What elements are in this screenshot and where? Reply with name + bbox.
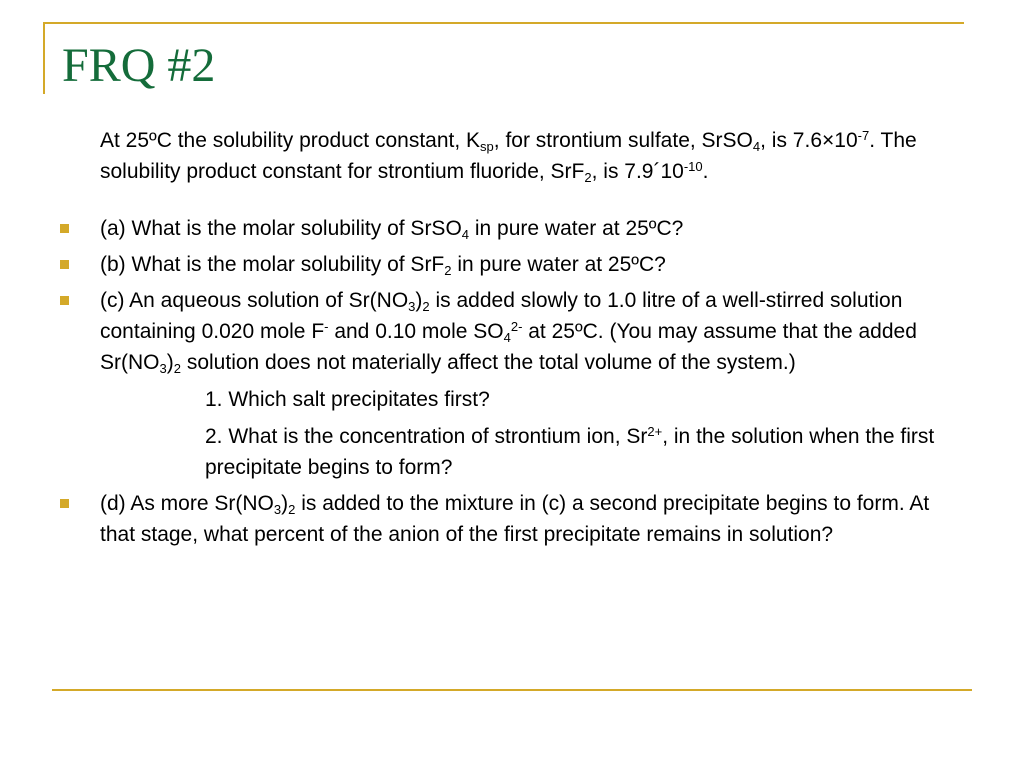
frame-left-line	[43, 22, 45, 94]
bullet-square-icon	[60, 296, 69, 305]
question-c-part-1: 1. Which salt precipitates first?	[205, 388, 490, 411]
intro-paragraph: At 25ºC the solubility product constant, $K_{sp}$, for strontium sulfate, SrSO$_4$, is $7.6\times 10^{-7}$. The solubility product constant for strontium fluoride, SrF$_2$, is $7.9´10^{-10}$.	[100, 127, 917, 185]
question-c: (c) An aqueous solution of $Sr(NO_3)_2$ is added slowly to 1.0 litre of a well-stirred solution containing 0.020 mole F- and 0.10 mole $SO_4^{2-}$ at 25ºC. (You may assume that the added $Sr(NO_3)_2$ solution does not materially affect the total volume of the system.) 1. Which salt precipitates first? 2. What is the concentration of strontium ion, $Sr^{2+}$, in the solution when the first precipitate begins to form?	[60, 285, 965, 483]
bullet-square-icon	[60, 224, 69, 233]
question-a: (a) What is the molar solubility of SrSO$_4$ in pure water at 25ºC?	[60, 213, 965, 244]
question-d: (d) As more $Sr(NO_3)_2$ is added to the mixture in (c) a second precipitate begins to form. At that stage, what percent of the anion of the first precipitate remains in solution?	[60, 488, 965, 550]
bullet-square-icon	[60, 260, 69, 269]
bullet-square-icon	[60, 499, 69, 508]
question-b: (b) What is the molar solubility of SrF$_2$ in pure water at 25ºC?	[60, 249, 965, 280]
question-c-part-2: 2. What is the concentration of strontium ion, $Sr^{2+}$, in the solution when the first precipitate begins to form?	[205, 423, 935, 479]
slide-content	[60, 125, 965, 555]
frame-bottom-line	[52, 689, 972, 691]
slide-title: FRQ #2	[62, 39, 216, 92]
frame-top-line	[43, 22, 964, 24]
